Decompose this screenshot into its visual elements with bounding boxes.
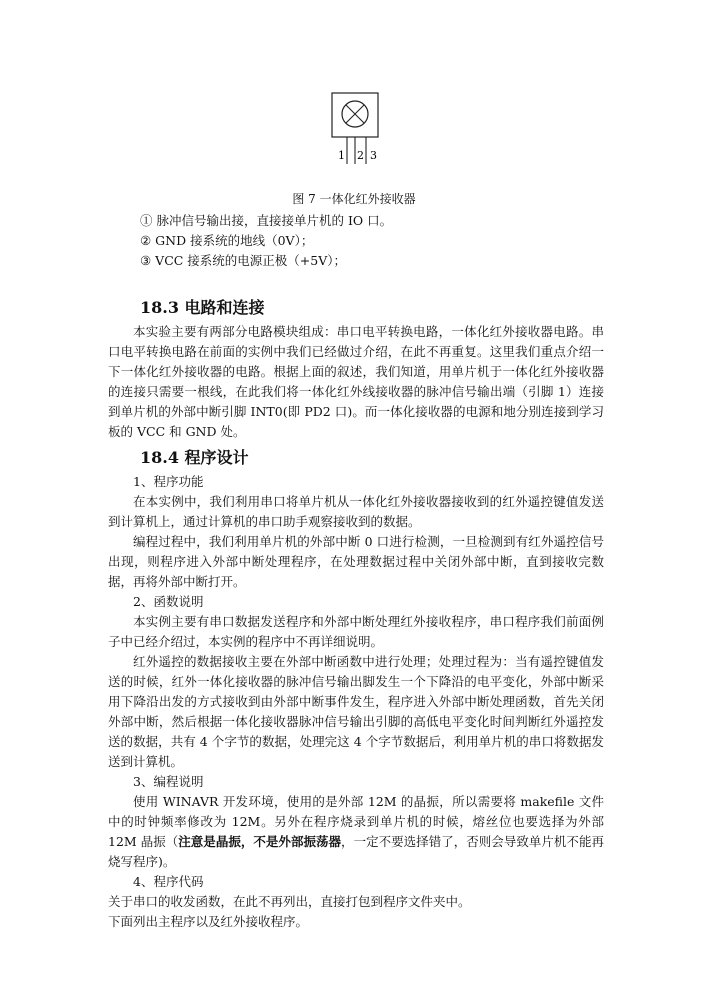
paragraph (108, 792, 604, 872)
subheading-programming-notes: 3、编程说明 (133, 774, 204, 789)
bold-warning: 注意是晶振，不是外部振荡器 (178, 834, 342, 849)
figure-caption: 图 7 一体化红外接收器 (292, 192, 416, 206)
section-18-3-body (108, 322, 604, 442)
paragraph: 本实例主要有串口数据发送程序和外部中断处理红外接收程序，串口程序我们前面例子中已经介绍过，本实例的程序中不再详细说明。 (108, 614, 604, 649)
paragraph: 下面列出主程序以及红外接收程序。 (108, 914, 309, 929)
pin-item-3: ③ VCC 接系统的电源正极（+5V）； (140, 253, 347, 268)
pin-3-label: 3 (370, 149, 377, 162)
text-span: ，一定不要选择错了，否则会导致单片机不能再烧写程序)。 (108, 834, 604, 869)
subheading-function-description: 2、函数说明 (133, 594, 204, 609)
text-span: 使用 WINAVR 开发环境，使用的是外部 12M 的晶振，所以需要将 makefile 文件中的时钟频率修改为 12M。另外在程序烧录到单片机的时候，熔丝位也要选择为外部 12M 晶振（ (108, 794, 604, 849)
paragraph: 编程过程中，我们利用单片机的外部中断 0 口进行检测，一旦检测到有红外遥控信号出现，则程序进入外部中断处理程序，在处理数据过程中关闭外部中断，直到接收完数据，再将外部中断打开。 (108, 534, 604, 589)
pin-1-label: 1 (338, 149, 345, 162)
receiver-body (332, 93, 378, 137)
pin-item-2: ② GND 接系统的地线（0V）； (140, 233, 314, 248)
pin-2-label: 2 (357, 149, 364, 162)
paragraph: 在本实例中，我们利用串口将单片机从一体化红外接收器接收到的红外遥控键值发送到计算机上，通过计算机的串口助手观察接收到的数据。 (108, 494, 604, 529)
paragraph: 关于串口的收发函数，在此不再列出，直接打包到程序文件夹中。 (108, 894, 471, 909)
subheading-program-function: 1、程序功能 (133, 474, 204, 489)
paragraph: 红外遥控的数据接收主要在外部中断函数中进行处理；处理过程为：当有遥控键值发送的时候，红外一体化接收器的脉冲信号输出脚发生一个下降沿的电平变化，外部中断采用下降沿出发的方式接收到由外部中断事件发生，程序进入外部中断处理函数，首先关闭外部中断，然后根据一体化接收器脉冲信号输出引脚的高低电平变化时间判断红外遥控发送的数据，共有 4 个字节的数据，处理完这 4 个字节数据后，利用单片机的串口将数据发送到计算机。 (108, 654, 604, 769)
section-heading-18-4: 18.4 程序设计 (140, 448, 249, 467)
paragraph: 本实验主要有两部分电路模块组成：串口电平转换电路，一体化红外接收器电路。串口电平转换电路在前面的实例中我们已经做过介绍，在此不再重复。这里我们重点介绍一下一体化红外接收器的电路。根据上面的叙述，我们知道，用单片机于一体化红外接收器的连接只需要一根线，在此我们将一体化红外线接收器的脉冲信号输出端（引脚 1）连接到单片机的外部中断引脚 INT0(即 PD2 口)。而一体化接收器的电源和地分别连接到学习板的 VCC 和 GND 处。 (108, 324, 604, 439)
pin-item-1: ① 脉冲信号输出接，直接接单片机的 IO 口。 (140, 213, 393, 228)
section-heading-18-3: 18.3 电路和连接 (140, 298, 265, 317)
subheading-program-code: 4、程序代码 (133, 874, 204, 889)
section-18-4-body (108, 472, 604, 932)
ir-receiver-figure (328, 92, 382, 164)
